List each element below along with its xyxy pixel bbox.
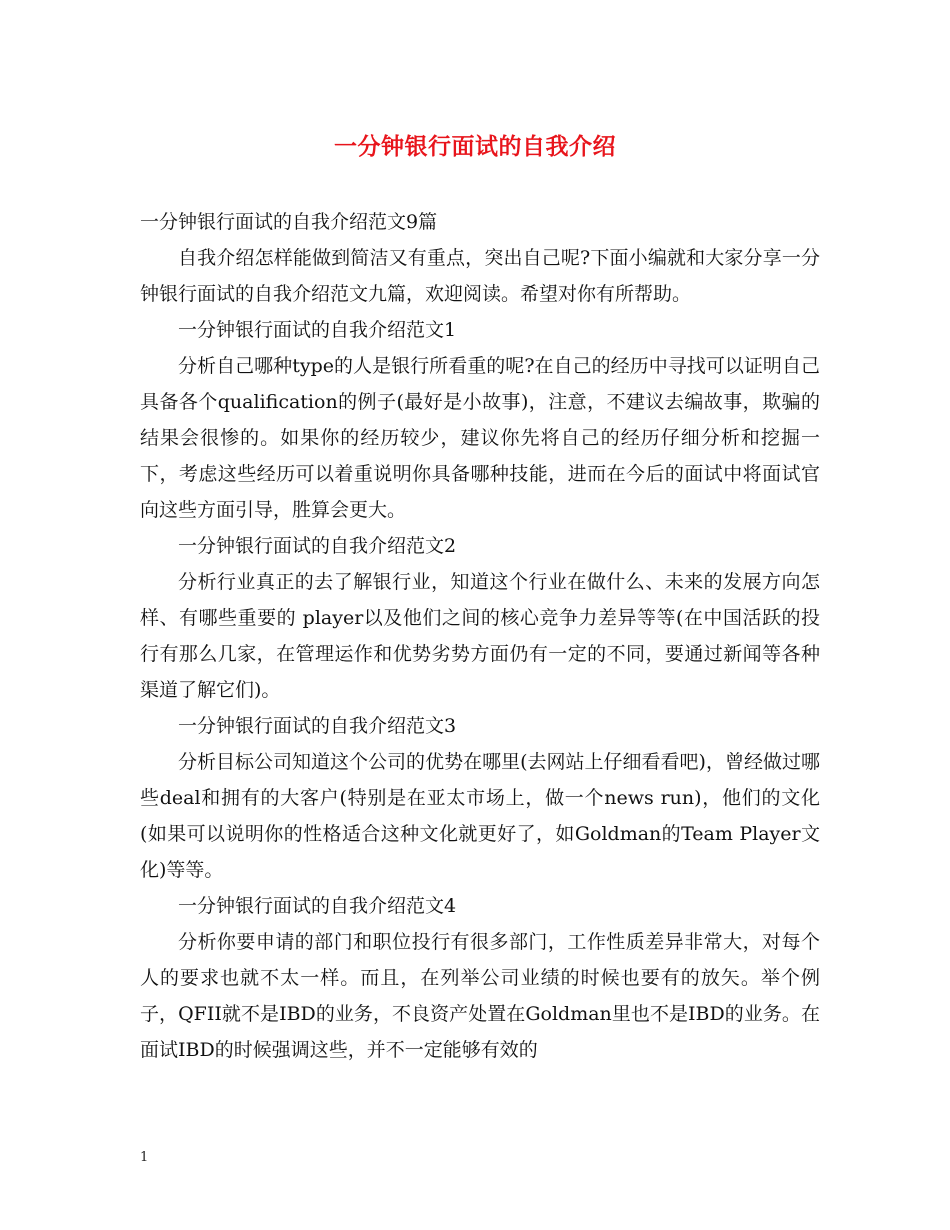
page-number: 1 bbox=[140, 1150, 149, 1165]
document-body bbox=[140, 204, 820, 1068]
section-body-1: 分析自己哪种type的人是银行所看重的呢?在自己的经历中寻找可以证明自己具备各个qualification的例子(最好是小故事)，注意，不建议去编故事，欺骗的结果会很惨的。如果你的经历较少，建议你先将自己的经历仔细分析和挖掘一下，考虑这些经历可以着重说明你具备哪种技能，进而在今后的面试中将面试官向这些方面引导，胜算会更大。 bbox=[140, 355, 820, 521]
intro-paragraph: 自我介绍怎样能做到简洁又有重点，突出自己呢?下面小编就和大家分享一分钟银行面试的自我介绍范文九篇，欢迎阅读。希望对你有所帮助。 bbox=[140, 247, 820, 305]
document-title: 一分钟银行面试的自我介绍 bbox=[334, 133, 616, 160]
section-body-2: 分析行业真正的去了解银行业，知道这个行业在做什么、未来的发展方向怎样、有哪些重要的 player以及他们之间的核心竞争力差异等等(在中国活跃的投行有那么几家，在管理运作和优势劣势方面仍有一定的不同，要通过新闻等各种渠道了解它们)。 bbox=[140, 571, 820, 701]
section-heading-1: 一分钟银行面试的自我介绍范文1 bbox=[178, 319, 457, 341]
subtitle-paragraph: 一分钟银行面试的自我介绍范文9篇 bbox=[140, 211, 438, 233]
section-body-4: 分析你要申请的部门和职位投行有很多部门，工作性质差异非常大，对每个人的要求也就不太一样。而且，在列举公司业绩的时候也要有的放矢。举个例子，QFII就不是IBD的业务，不良资产处置在Goldman里也不是IBD的业务。在面试IBD的时候强调这些，并不一定能够有效的 bbox=[140, 931, 820, 1061]
section-heading-3: 一分钟银行面试的自我介绍范文3 bbox=[178, 715, 457, 737]
section-heading-4: 一分钟银行面试的自我介绍范文4 bbox=[178, 895, 457, 917]
section-heading-2: 一分钟银行面试的自我介绍范文2 bbox=[178, 535, 457, 557]
section-body-3: 分析目标公司知道这个公司的优势在哪里(去网站上仔细看看吧)，曾经做过哪些deal和拥有的大客户(特别是在亚太市场上，做一个news run)，他们的文化(如果可以说明你的性格适合这种文化就更好了，如Goldman的Team Player文化)等等。 bbox=[140, 751, 820, 881]
